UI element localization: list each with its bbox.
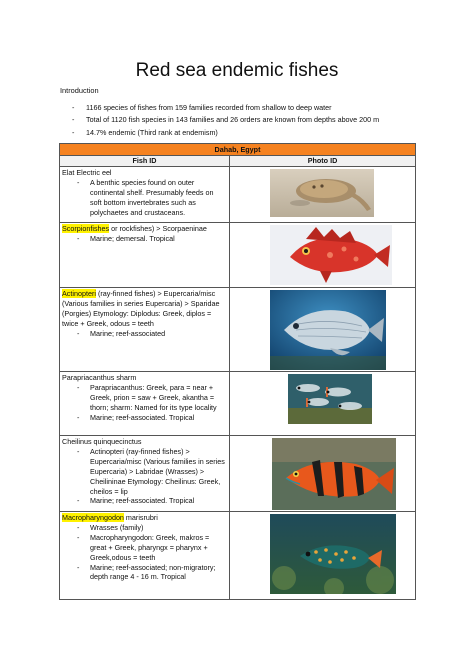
fish-note: - Marine; reef-associated. Tropical: [62, 413, 227, 423]
fish-note: - Actinopteri (ray-finned fishes) > Eupercaria/misc (Various families in series Eupercaria) > Labridae (Wrasses) > Cheilininae Etymology: Cheilinus: Greek, cheilos = lip: [62, 447, 227, 497]
fish-id-cell: [60, 288, 230, 372]
photo-cell: [230, 436, 416, 512]
page-title: Red sea endemic fishes: [135, 60, 339, 81]
table-row: [60, 436, 416, 512]
highlighted-term: Scorpionfishes: [62, 224, 110, 233]
table-row: [60, 167, 416, 223]
electric-ray-photo: [270, 169, 374, 217]
fish-name: Scorpionfishes or rockfishes) > Scorpaeninae: [62, 224, 207, 233]
photo-cell: [230, 372, 416, 436]
photo-cell: [230, 512, 416, 600]
scorpionfish-photo: [270, 225, 392, 285]
highlighted-term: Actinopteri: [62, 289, 96, 298]
fish-name: Parapriacanthus sharm: [62, 373, 137, 382]
column-header-fish-id: Fish ID: [60, 156, 230, 167]
sweeper-photo: [288, 374, 372, 424]
fish-note: - Marine; reef-associated: [62, 329, 227, 339]
table-row: [60, 372, 416, 436]
table-row: [60, 223, 416, 288]
fish-name: Actinopteri (ray-finned fishes) > Eupercaria/misc (Various families in series Eupercaria) > Sparidae (Porgies) Etymology: Diplodus: Greek, diplos = twice + Greek, odous = teeth: [62, 289, 220, 328]
leopard-wrasse-photo: [270, 514, 396, 594]
fish-note: - Marine; reef-associated; non-migratory; depth range 4 - 16 m. Tropical: [62, 563, 227, 583]
column-header-photo-id: Photo ID: [230, 156, 416, 167]
fish-name: Cheilinus quinquecinctus: [62, 437, 142, 446]
fish-table: [59, 143, 416, 600]
fish-name: Elat Electric eel: [62, 168, 112, 177]
intro-item: - Total of 1120 fish species in 143 families and 26 orders are known from depths above 200 m: [72, 114, 379, 126]
fish-note: - Marine; demersal. Tropical: [62, 234, 227, 244]
table-row: [60, 288, 416, 372]
fish-note: - Marine; reef-associated. Tropical: [62, 496, 227, 506]
photo-cell: [230, 167, 416, 223]
photo-cell: [230, 223, 416, 288]
porgy-photo: [270, 290, 386, 370]
fish-note: - Macropharyngodon: Greek, makros = great + Greek, pharyngx = pharynx + Greek,odous = teeth: [62, 533, 227, 563]
fish-name: Macropharyngodon marisrubri: [62, 513, 158, 522]
fish-id-cell: [60, 512, 230, 600]
fish-id-cell: [60, 372, 230, 436]
fish-id-cell: [60, 223, 230, 288]
fish-id-cell: [60, 167, 230, 223]
intro-list: [72, 102, 379, 139]
intro-item: - 14.7% endemic (Third rank at endemism): [72, 127, 379, 139]
intro-heading: Introduction: [60, 86, 99, 95]
highlighted-term: Macropharyngodon: [62, 513, 124, 522]
fish-note: - Wrasses (family): [62, 523, 227, 533]
photo-cell: [230, 288, 416, 372]
location-banner: Dahab, Egypt: [60, 144, 416, 156]
fish-note: - Parapriacanthus: Greek, para = near + Greek, prion = saw + Greek, akantha = thorn; sharm: Named for its type locality: [62, 383, 227, 413]
table-row: [60, 512, 416, 600]
fish-note: - A benthic species found on outer continental shelf. Presumably feeds on soft bottom invertebrates such as polychaetes and crustaceans.: [62, 178, 227, 218]
wrasse-photo: [272, 438, 396, 510]
fish-id-cell: [60, 436, 230, 512]
intro-item: - 1166 species of fishes from 159 families recorded from shallow to deep water: [72, 102, 379, 114]
